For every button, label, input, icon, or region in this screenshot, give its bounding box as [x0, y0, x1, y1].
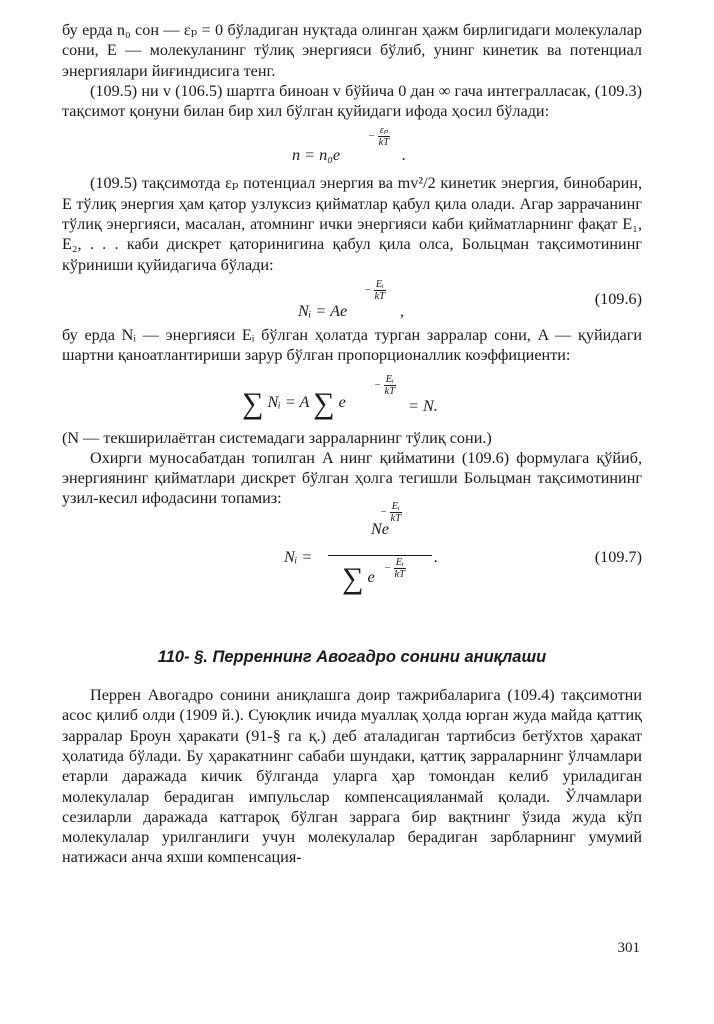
paragraph-5: (N — текширилаётган системадаги зарраларнинг тўлиқ сони.) [62, 428, 492, 447]
paragraph-1: бу ерда n₀ сон — εₚ = 0 бўладиган нуқтада олинган ҳажм бирлигидаги молекулалар сони, E — молекуланинг тўлиқ энергияси бўлиб, унинг кинетик ва потенциал энергиялари йиғиндисига тенг. [62, 21, 642, 80]
eq2-number: (109.6) [594, 289, 642, 308]
page-number: 301 [617, 940, 640, 956]
equation-109-7 [62, 500, 642, 609]
eq2-exponent [364, 279, 386, 302]
eq3-left: Nᵢ = A [267, 392, 310, 411]
eq4-num-exp-bottom: kT [390, 512, 401, 524]
eq4-num-exp-top: Eᵢ [391, 500, 400, 512]
equation-sum-normalization [62, 366, 642, 428]
eq4-number: (109.7) [594, 547, 642, 566]
eq4-denominator [342, 561, 375, 595]
paragraph-6: Охирги муносабатдан топилган A нинг қийматини (109.6) формулага қўйиб, энергиянинг қийматлари дискрет бўлган ҳолга тегишли Больцман тақсимотининг узил-кесил ифодасини топамиз: [62, 448, 642, 508]
eq4-num-exponent [380, 501, 402, 524]
paragraph-7: Перрен Авогадро сонини аниқлашга доир тажрибаларига (109.4) тақсимотни асос қилиб олди (1909 й.). Суюқлик ичида муаллақ ҳолда юрган жуда майда қаттиқ зарралар Броун ҳаракати (91-§ га қ.) деб аталадиган тартибсиз бетўхтов ҳаракат ҳолатида бўлади. Бу ҳаракатнинг сабаби шундаки, қаттиқ зарраларнинг ўлчамлари етарли даражада кичик бўлганда уларга ҳар томондан келиб уриладиган молекулалар берадиган импульслар компенсацияланмай қолади. Ўлчамлари сезиларли даражада каттароқ бўлган заррага бир вақтнинг ўзида жуда кўп молекулалар урилганлиги учун молекулалар берадиган зарбларнинг умумий натижаси анча яхши компенсация- [62, 686, 642, 867]
eq1-main: n = n₀e [292, 146, 341, 165]
eq1-exp-bottom: kT [378, 137, 390, 149]
eq4-den-minus: − [384, 562, 392, 574]
eq4-num-text: Ne [371, 519, 389, 538]
eq4-den-exp-bottom: kT [394, 568, 405, 580]
eq4-lhs: Nᵢ = [284, 547, 313, 566]
eq3-exp-top: Eᵢ [385, 373, 394, 385]
eq3-minus: − [374, 379, 382, 391]
eq1-minus: − [368, 131, 376, 143]
paragraph-4: бу ерда Nᵢ — энергияси Eᵢ бўлган ҳолатда турган зарралар сони, A — қуйидаги шартни қаноатлантириши зарур бўлган пропорционаллик коэффициенти: [62, 325, 642, 365]
eq3-e: e [338, 392, 346, 411]
eq2-main: Nᵢ = Ae [298, 301, 348, 320]
eq2-exp-top: Eᵢ [375, 278, 384, 290]
paragraph-3: (109.5) тақсимотда εₚ потенциал энергия ва mv²/2 кинетик энергия, бинобарин, E тўлиқ энергия ҳам қатор узлуксиз қийматлар қабул қила олади. Агар заррачанинг тўлиқ энергияси, масалан, атомнинг ички энергияси каби қийматларнинг фақат E₁, E₂, . . . каби дискрет қаторинигина қабул қила олса, Больцман тақсимотининг кўриниши қуйидагича бўлади: [62, 174, 642, 274]
eq1-exp-top: εₚ [379, 125, 389, 137]
eq3-sum-1: ∑ [242, 386, 264, 420]
paragraph-2: (109.5) ни v (106.5) шартга биноан v бўйича 0 дан ∞ гача интегралласак, (109.3) тақсимот қонуни билан бир хил бўлган қуйидаги ифода ҳосил бўлади: [62, 81, 642, 121]
eq1-period: . [402, 146, 407, 165]
eq4-num-minus: − [380, 506, 388, 518]
equation-n-distribution [62, 121, 642, 173]
eq3-body [242, 386, 346, 420]
eq4-den-e: e [367, 567, 375, 586]
section-heading: 110- §. Перреннинг Авогадро сонини аниқлаши [157, 647, 547, 666]
eq3-exponent [374, 374, 396, 397]
eq4-sum: ∑ [342, 561, 364, 595]
eq3-sum-2: ∑ [313, 386, 335, 420]
eq4-period: . [434, 547, 439, 566]
eq3-right: = N. [408, 396, 438, 415]
eq4-fraction-bar [328, 555, 432, 556]
eq4-den-exp-top: Eᵢ [395, 556, 404, 568]
eq1-exponent [368, 125, 390, 148]
eq3-exp-bottom: kT [384, 385, 395, 397]
eq2-minus: − [364, 284, 372, 296]
eq2-comma: , [400, 301, 405, 320]
book-page [62, 20, 642, 868]
equation-109-6 [62, 275, 642, 325]
eq4-den-exponent [384, 557, 406, 580]
eq2-exp-bottom: kT [374, 290, 385, 302]
